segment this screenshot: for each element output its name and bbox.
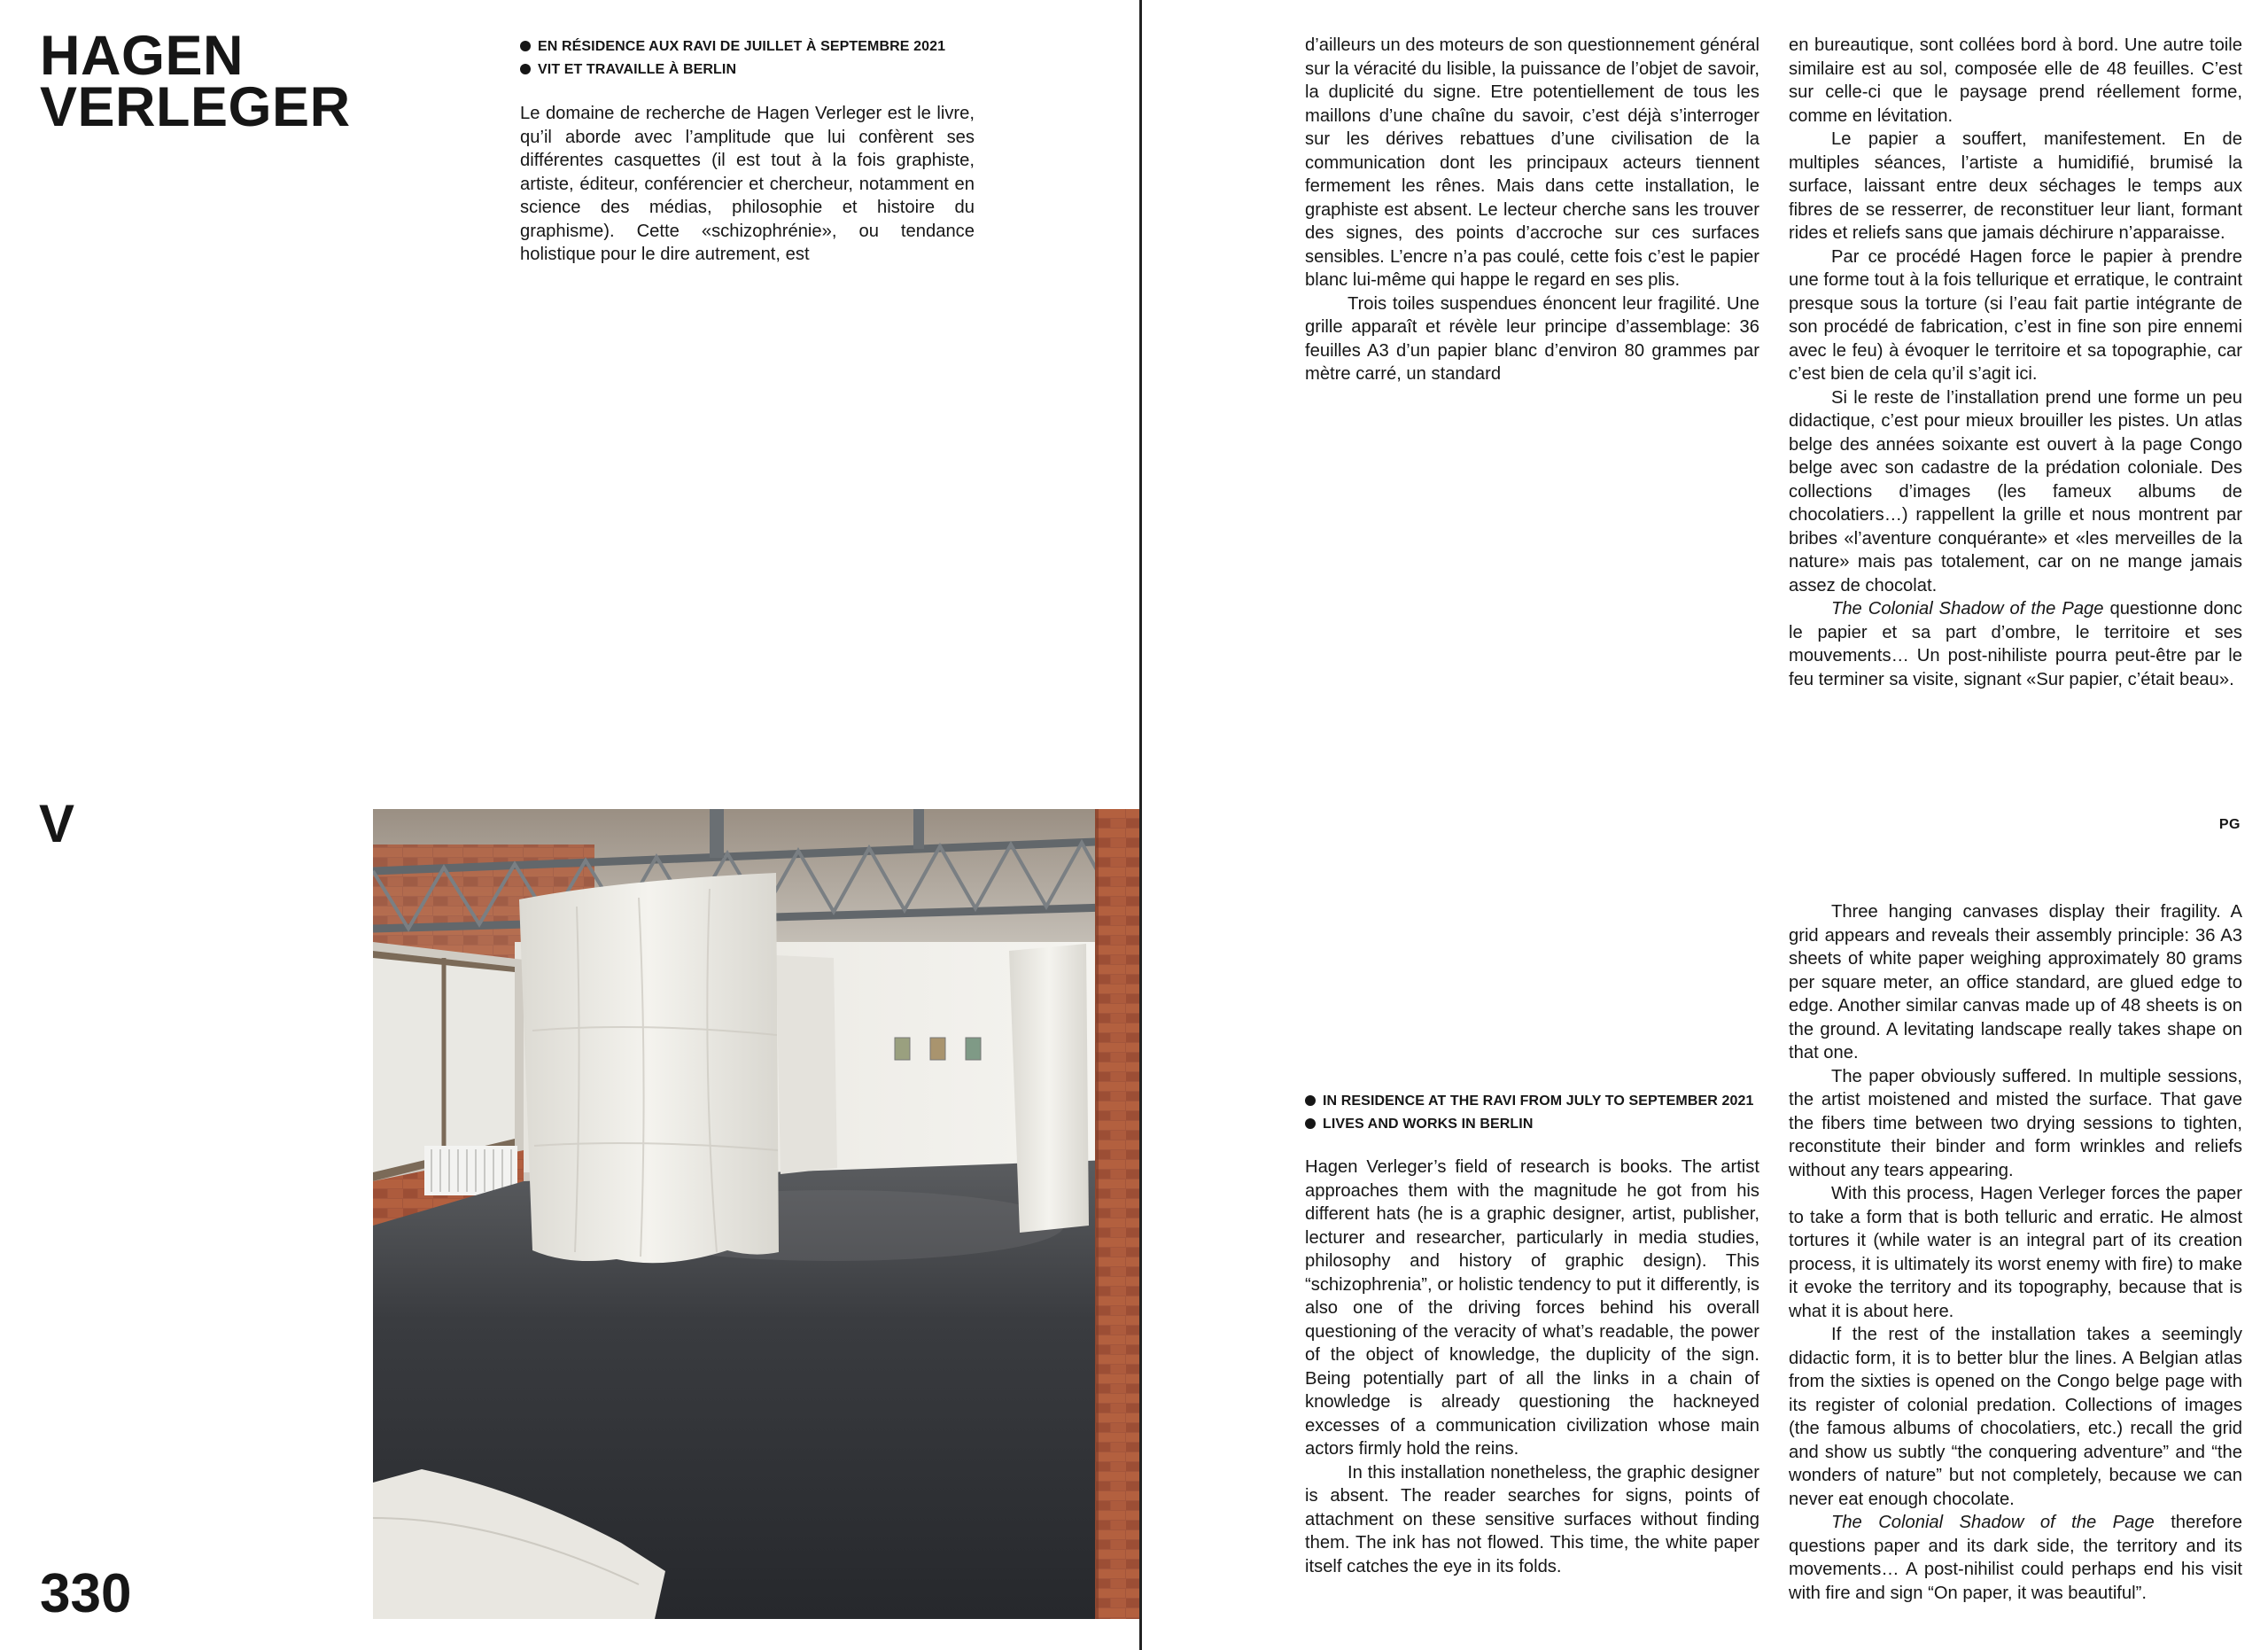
intro-text-fr — [520, 102, 975, 267]
artist-name — [40, 25, 351, 138]
intro-paragraph-fr: Le domaine de recherche de Hagen Verleger est le livre, qu’il aborde avec l’amplitude que lui confèrent ses différentes casquettes (il est tout à la fois graphiste, artiste, éditeur, conférencier et chercheur, notamment en science des médias, philosophie et histoire du graphisme). Cette «schizophrénie», ou tendance holistique pour le dire autrement, est — [520, 104, 975, 264]
paragraph: With this process, Hagen Verleger forces the paper to take a form that is both telluric and erratic. He almost tortures it (while water is an integral part of its creation process, it is ultimately its worst enemy with fire) to make it evoke the territory and its topography, because that is what it is about here. — [1789, 1184, 2242, 1321]
artist-meta-fr — [520, 35, 945, 82]
artist-meta-en — [1305, 1090, 1753, 1136]
installation-photo — [373, 809, 1139, 1619]
english-column-1 — [1305, 1156, 1759, 1578]
work-title: The Colonial Shadow of the Page — [1831, 1513, 2155, 1532]
artist-first-name: HAGEN — [40, 25, 245, 87]
paragraph — [1789, 1511, 2242, 1605]
paragraph: The paper obviously suffered. In multiple sessions, the artist moistened and misted the surface. That gave the fibers time between two drying sessions to tighten, reconstitute their binder and form wrinkles and reliefs without any tears appearing. — [1789, 1066, 2242, 1180]
page-number: 330 — [40, 1563, 132, 1624]
paragraph: d’ailleurs un des moteurs de son questionnement général sur la véracité du lisible, la puissance de l’objet de savoir, la duplicité du signe. Etre potentiellement de tous les maillons d’une chaîne du savoir, c’est déjà s’interroger sur les dérives rebattues d’une civilisation de la communication dont les principaux acteurs tiennent fermement les rênes. Mais dans cette installation, le graphiste est absent. Le lecteur cherche sans les trouver des signes, des points d’accroche sur ces surfaces sensibles. L’encre n’a pas coulé, cette fois c’est le papier blanc lui-même qui happe le regard en ses plis. — [1305, 35, 1759, 290]
paragraph: If the rest of the installation takes a seemingly didactic form, it is to better blur the lines. A Belgian atlas from the sixties is opened on the Congo belge page with its register of colonial predation. Collections of images (the famous albums of chocolatiers, etc.) recall the grid and show us subtly “the conquering adventure” and “the wonders of nature” but not completely, because we can never eat enough chocolate. — [1789, 1325, 2242, 1509]
french-column-2 — [1789, 34, 2242, 691]
residence-line-en: IN RESIDENCE AT THE RAVI FROM JULY TO SEPTEMBER 2021 — [1305, 1090, 1753, 1113]
paragraph: Par ce procédé Hagen force le papier à prendre une forme tout à la fois tellurique et erratique, le contraint presque sous la torture (si l’eau fait partie intégrante de son procédé de fabrication, c’est in fine son pire ennemi avec le feu) à évoquer le territoire et sa topographie, car c’est bien de cela qu’il s’agit ici. — [1789, 246, 2242, 384]
work-title: The Colonial Shadow of the Page — [1831, 599, 2104, 619]
paragraph-text: therefore questions paper and its dark side, the territory and its movements… A post-nihilist could perhaps end his visit with fire and sign “On paper, it was beautiful”. — [1789, 1513, 2242, 1603]
residence-line-fr: EN RÉSIDENCE AUX RAVI DE JUILLET À SEPTEMBRE 2021 — [520, 35, 945, 58]
paragraph: Three hanging canvases display their fragility. A grid appears and reveals their assembly principle: 36 A3 sheets of white paper weighing approximately 80 grams per square meter, an office standard, are glued edge to edge. Another similar canvas made up of 48 sheets is on the ground. A levitating landscape really takes shape on that one. — [1789, 902, 2242, 1062]
english-column-2 — [1789, 900, 2242, 1605]
paragraph: Hagen Verleger’s field of research is books. The artist approaches them with the magnitude he got from his different hats (he is a graphic designer, artist, publisher, lecturer and researcher, particularly in media studies, philosophy and history of graphic design). This “schizophrenia”, or holistic tendency to put it differently, is also one of the driving forces behind his overall questioning of the veracity of what’s readable, the power of the object of knowledge, the duplicity of the sign. Being potentially part of all the links in a chain of knowledge is already questioning the hackneyed excesses of a communication civilization whose main actors firmly hold the reins. — [1305, 1157, 1759, 1459]
paragraph-text: questionne donc le papier et sa part d’ombre, le territoire et ses mouvements… Un post-nihiliste pourra peut-être par le feu terminer sa visite, signant «Sur papier, c’était beau». — [1789, 599, 2242, 689]
lives-works-line-en: LIVES AND WORKS IN BERLIN — [1305, 1113, 1753, 1136]
section-letter: V — [39, 794, 75, 853]
paragraph — [1789, 597, 2242, 691]
author-initials: PG — [2218, 817, 2241, 832]
paragraph: en bureautique, sont collées bord à bord. Une autre toile similaire est au sol, composée elle de 48 feuilles. C’est sur celle-ci que le paysage prend réellement forme, comme en lévitation. — [1789, 35, 2242, 126]
french-column-1 — [1305, 34, 1759, 386]
right-page — [1142, 0, 2268, 1650]
artist-last-name: VERLEGER — [40, 76, 351, 138]
paragraph: Si le reste de l’installation prend une forme un peu didactique, c’est pour mieux brouiller les pistes. Un atlas belge des années soixante est ouvert à la page Congo belge avec son cadastre de la prédation coloniale. Des collections d’images (les fameux albums de chocolatiers…) rappellent la grille et nous montrent par bribes «l’aventure conquérante» et «les merveilles de la nature» mais pas totalement, car on ne mange jamais assez de chocolat. — [1789, 387, 2242, 595]
lives-works-line-fr: VIT ET TRAVAILLE À BERLIN — [520, 58, 945, 82]
paragraph: Le papier a souffert, manifestement. En de multiples séances, l’artiste a humidifié, brumisé la surface, laissant entre deux séchages le temps aux fibres de se resserrer, de reconstituer leur liant, formant rides et reliefs sans que jamais déchirure n’apparaisse. — [1789, 129, 2242, 243]
paragraph: In this installation nonetheless, the graphic designer is absent. The reader searches for signs, points of attachment on these sensitive surfaces without finding them. The ink has not flowed. This time, the white paper itself catches the eye in its folds. — [1305, 1462, 1759, 1576]
paragraph: Trois toiles suspendues énoncent leur fragilité. Une grille apparaît et révèle leur principe d’assemblage: 36 feuilles A3 d’un papier blanc d’environ 80 grammes par mètre carré, un standard — [1305, 293, 1759, 384]
